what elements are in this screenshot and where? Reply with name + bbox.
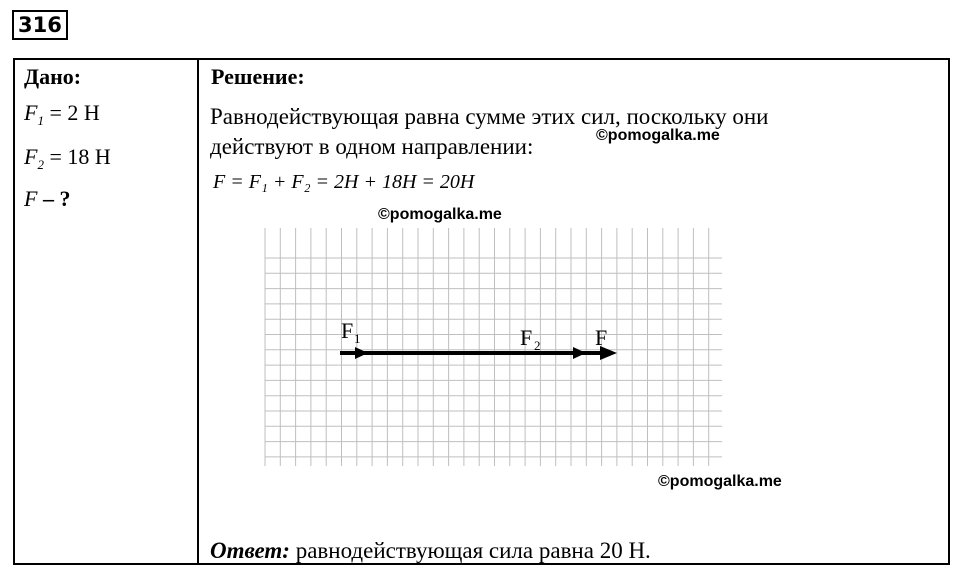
problem-number: 316 [12, 10, 68, 40]
watermark-1: ©pomogalka.me [596, 127, 720, 144]
f1-value: = 2 Н [49, 100, 100, 125]
find-text: – ? [42, 186, 71, 211]
f1-arrowhead [355, 347, 368, 359]
watermark-3: ©pomogalka.me [658, 473, 782, 490]
grid [265, 228, 722, 466]
solution-line-2: действуют в одном направлении: [210, 134, 534, 159]
given-heading: Дано: [24, 64, 82, 89]
watermark-2: ©pomogalka.me [378, 206, 502, 223]
find-symbol: F [24, 186, 38, 211]
f2-symbol: F [24, 144, 38, 169]
f1-symbol: F [24, 100, 38, 125]
label-f2-sub: 2 [534, 338, 541, 353]
answer-text: равнодействующая сила равна 20 Н. [289, 538, 651, 563]
label-f: F [595, 325, 608, 350]
solution-heading: Решение: [211, 64, 305, 89]
label-f1-sub: 1 [354, 331, 361, 346]
answer [210, 538, 651, 564]
f2-arrowhead [573, 347, 586, 359]
solution-line-1: Равнодействующая равна сумме этих сил, поскольку они [210, 104, 769, 129]
f2-value: = 18 Н [49, 144, 111, 169]
label-f2: F [520, 325, 533, 350]
f1-subscript: 1 [37, 113, 44, 128]
solution-formula: F = F₁ + F₂ = 2H + 18H = 20H [213, 171, 475, 193]
f2-subscript: 2 [37, 157, 44, 172]
answer-label: Ответ: [210, 538, 290, 563]
label-f1: F [341, 318, 354, 343]
